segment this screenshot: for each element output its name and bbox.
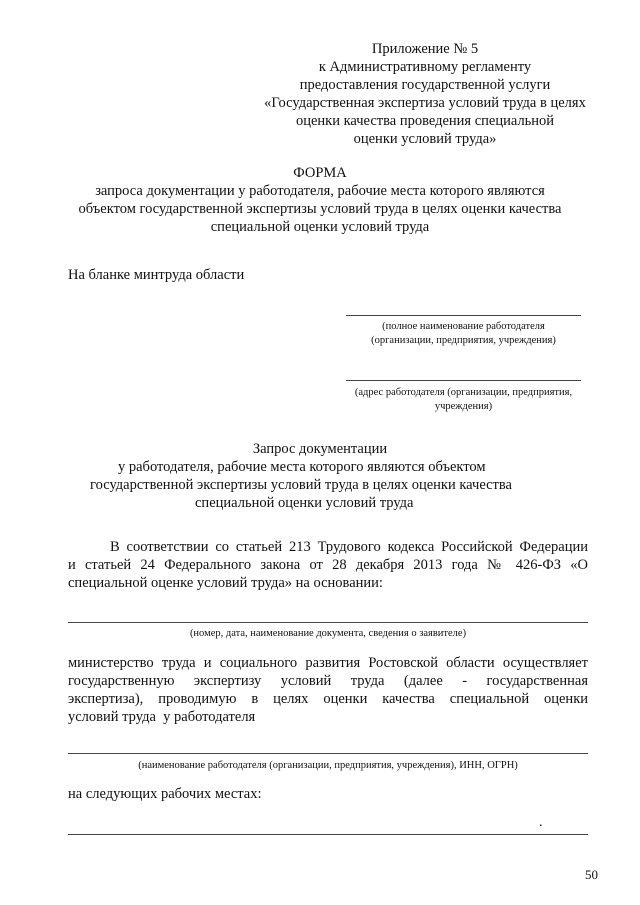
workplaces-label: на следующих рабочих местах: [68, 786, 262, 802]
request-title-line: государственной экспертизы условий труда в целях оценки качества [90, 477, 512, 493]
appendix-line: оценки условий труда» [353, 131, 497, 147]
caption-line: (организации, предприятия, учреждения) [371, 335, 556, 346]
employer-name-line[interactable] [346, 315, 581, 316]
paragraph-line: государственную экспертизу условий труда (далее - государственная [68, 673, 588, 689]
caption-line: учреждения) [434, 401, 493, 412]
request-title-line: у работодателя, рабочие места которого являются объектом [118, 459, 486, 475]
appendix-line: предоставления государственной услуги [299, 77, 551, 93]
employer-name-caption [346, 320, 581, 348]
appendix-line: Приложение № 5 [371, 41, 479, 57]
paragraph-basis [68, 538, 588, 592]
page-number: 50 [585, 867, 598, 882]
form-title-line: специальной оценки условий труда [210, 219, 430, 235]
form-title [40, 164, 600, 236]
paragraph-line: специальной оценке условий труда» на основании: [68, 575, 383, 591]
employer-address-line[interactable] [346, 380, 581, 381]
letterhead-note: На бланке минтруда области [68, 267, 245, 283]
paragraph-line: В соответствии со статьей 213 Трудового кодекса Российской Федерации [110, 539, 588, 555]
form-heading: ФОРМА [293, 165, 347, 181]
employer-details-line[interactable] [68, 753, 588, 754]
paragraph-line: и статьей 24 Федерального закона от 28 декабря 2013 года № 426-ФЗ «О [68, 557, 588, 573]
employer-address-caption [346, 386, 581, 414]
form-title-line: запроса документации у работодателя, рабочие места которого являются [95, 183, 545, 199]
form-title-line: объектом государственной экспертизы условий труда в целях оценки качества [78, 201, 562, 217]
basis-document-caption: (номер, дата, наименование документа, сведения о заявителе) [189, 628, 467, 639]
workplaces-line[interactable] [68, 834, 588, 835]
appendix-line: к Административному регламенту [318, 59, 532, 75]
trailing-period: . [539, 815, 543, 830]
appendix-line: «Государственная экспертиза условий труда в целях [264, 95, 586, 111]
appendix-line: оценки качества проведения специальной [295, 113, 555, 129]
paragraph-line: условий труда у работодателя [68, 709, 256, 725]
basis-document-line[interactable] [68, 622, 588, 623]
employer-details-caption: (наименование работодателя (организации, предприятия, учреждения), ИНН, ОГРН) [138, 760, 518, 771]
caption-line: (полное наименование работодателя [382, 321, 545, 332]
appendix-header [255, 40, 595, 148]
request-title-line: специальной оценки условий труда [195, 495, 414, 511]
paragraph-line: экспертиза), проводимую в целях оценки качества специальной оценки [68, 691, 588, 707]
paragraph-ministry [68, 654, 588, 726]
caption-line: (адрес работодателя (организации, предприятия, [354, 387, 573, 398]
paragraph-line: министерство труда и социального развития Ростовской области осуществляет [68, 655, 588, 671]
request-heading: Запрос документации [252, 441, 388, 457]
